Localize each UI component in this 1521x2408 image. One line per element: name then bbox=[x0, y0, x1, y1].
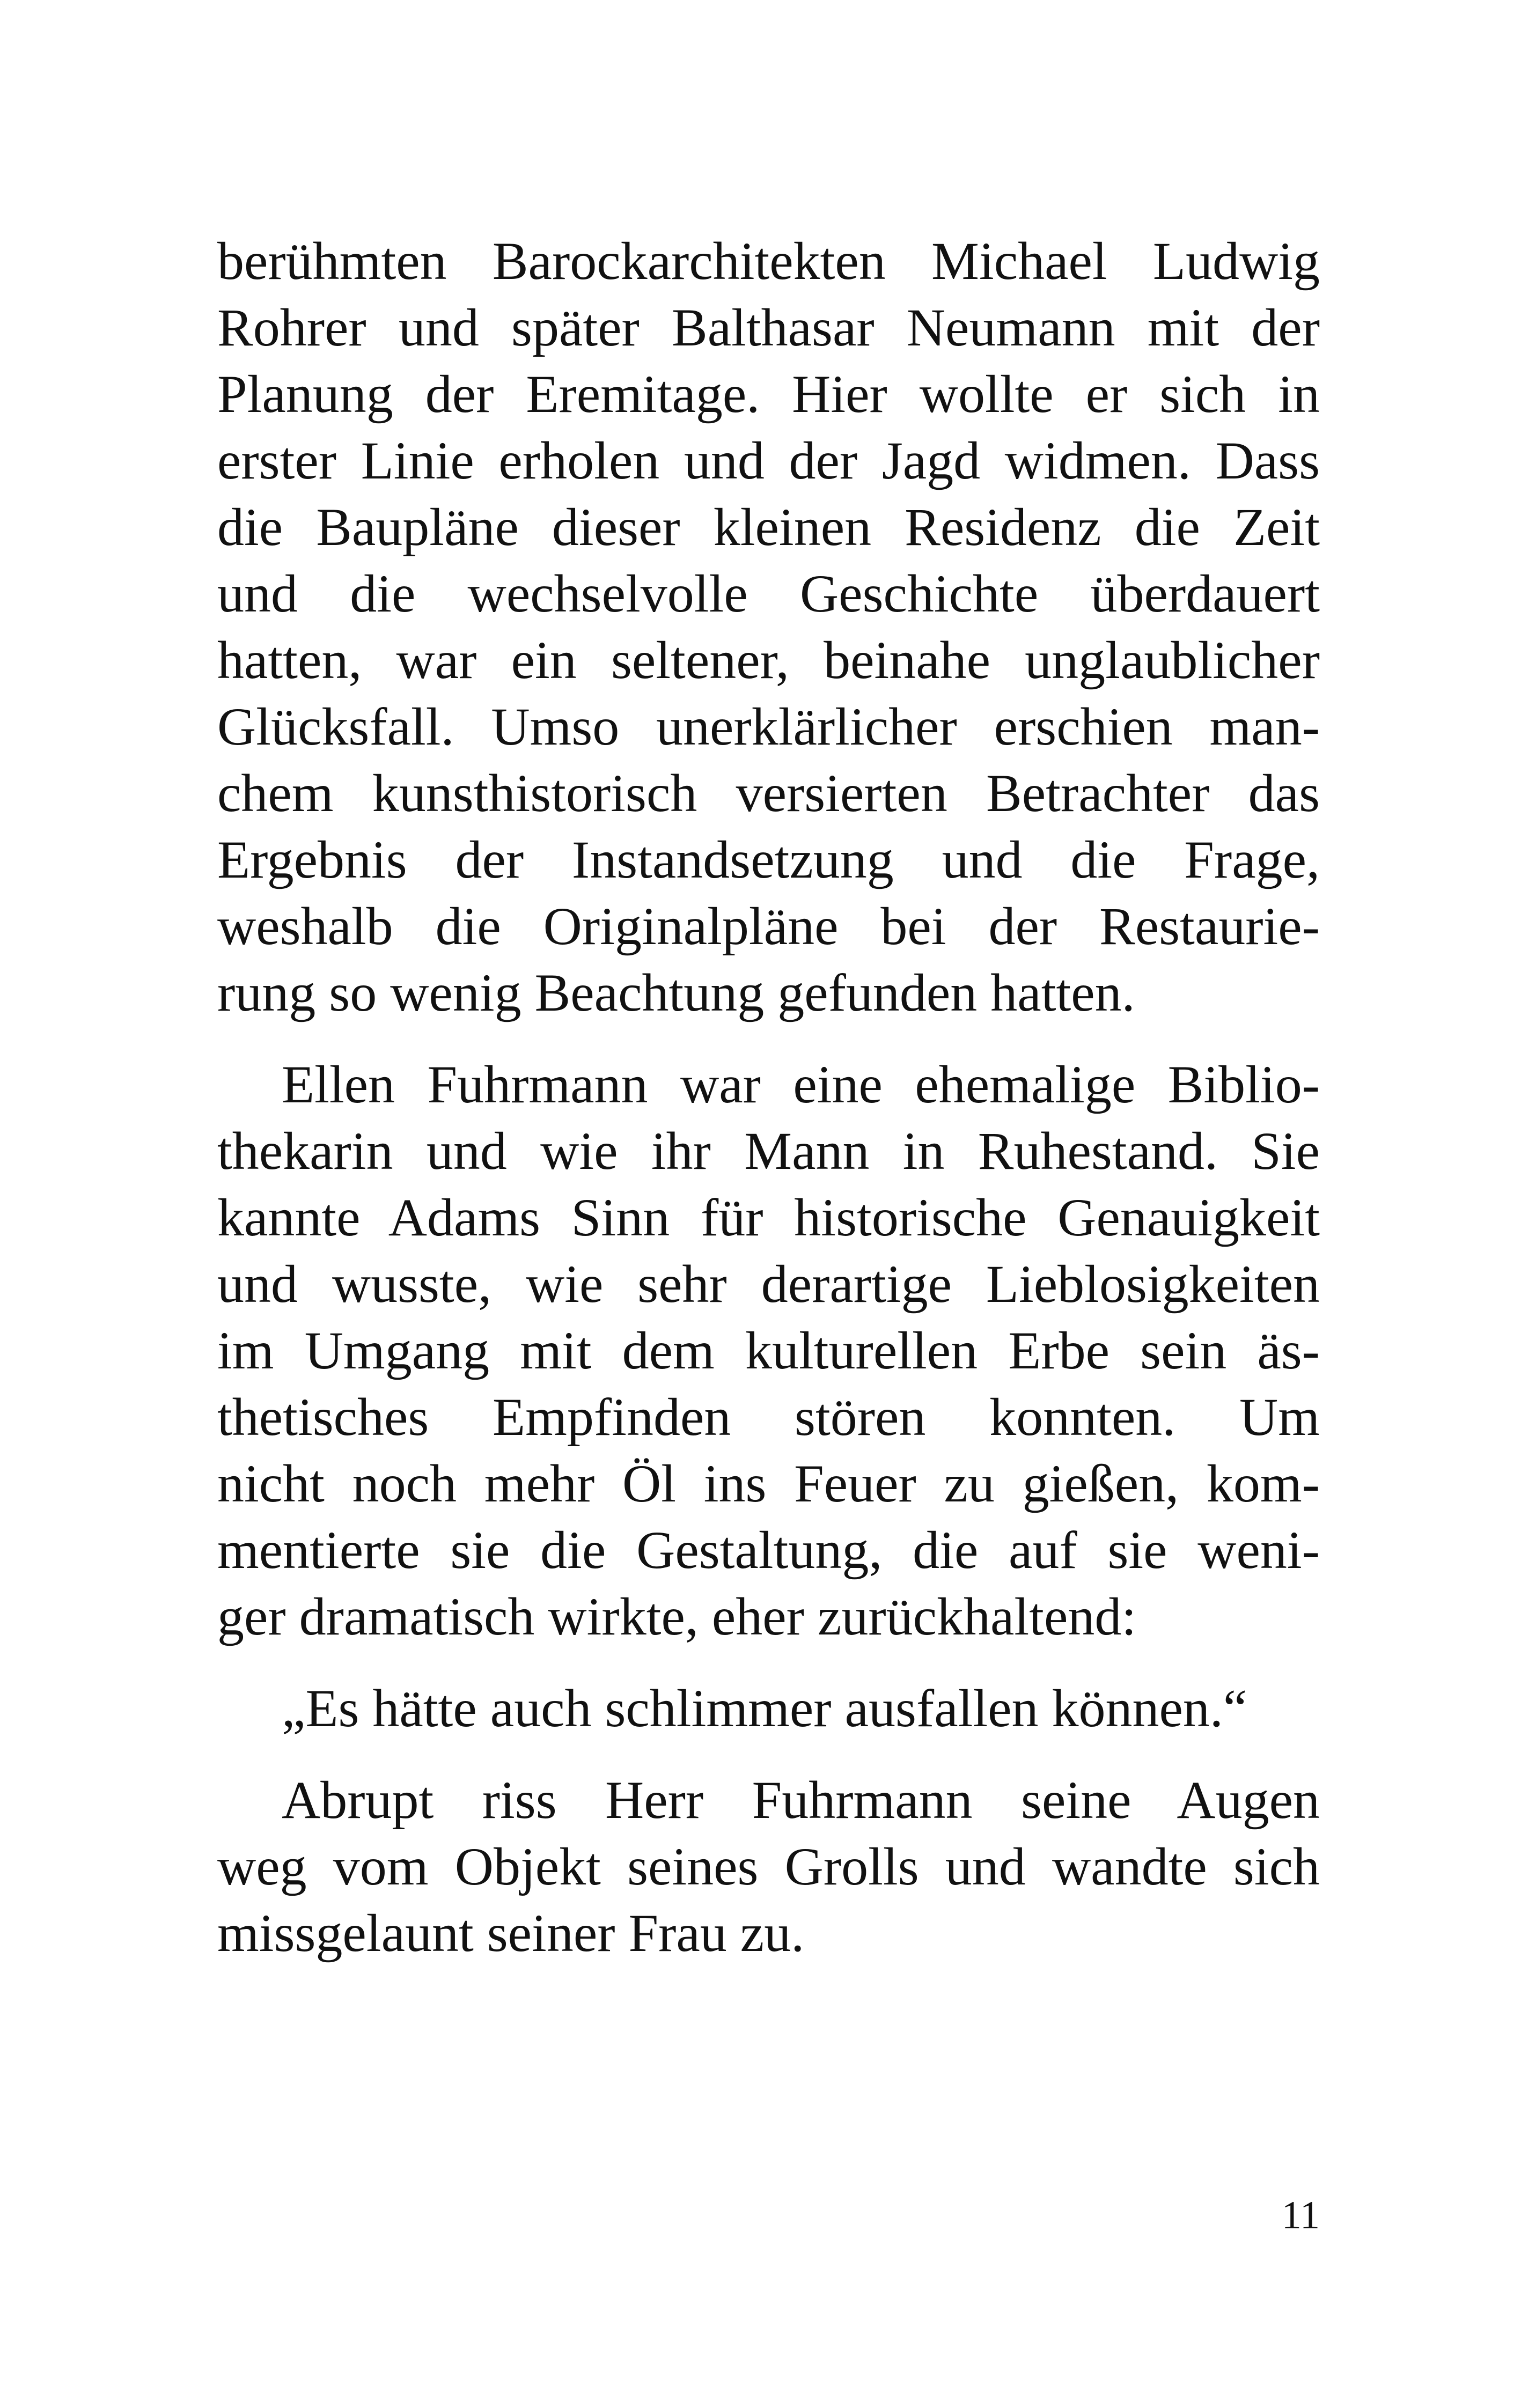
text-line: Abrupt riss Herr Fuhrmann seine Augen bbox=[282, 1770, 1320, 1830]
text-line: thetisches Empfinden stören konnten. Um bbox=[217, 1387, 1320, 1447]
paragraph-gap bbox=[217, 1742, 1320, 1767]
text-line: missgelaunt seiner Frau zu. bbox=[217, 1903, 805, 1963]
text-line: nicht noch mehr Öl ins Feuer zu gießen, kom- bbox=[217, 1454, 1320, 1513]
text-line: und wusste, wie sehr derartige Lieblosigkeiten bbox=[217, 1254, 1320, 1314]
text-line: ger dramatisch wirkte, eher zurückhaltend: bbox=[217, 1587, 1137, 1646]
text-line: thekarin und wie ihr Mann in Ruhestand. Sie bbox=[217, 1121, 1320, 1181]
text-line: Rohrer und später Balthasar Neumann mit der bbox=[217, 298, 1320, 357]
text-line: hatten, war ein seltener, beinahe unglaublicher bbox=[217, 630, 1320, 690]
text-line: Ellen Fuhrmann war eine ehemalige Biblio- bbox=[282, 1055, 1320, 1114]
text-line: chem kunsthistorisch versierten Betrachter das bbox=[217, 763, 1320, 823]
text-line: rung so wenig Beachtung gefunden hatten. bbox=[217, 963, 1135, 1022]
text-line: Glücksfall. Umso unerklärlicher erschien man- bbox=[217, 697, 1320, 756]
text-line: „Es hätte auch schlimmer ausfallen können.“ bbox=[282, 1678, 1247, 1738]
paragraph bbox=[217, 1675, 1320, 1742]
text-line: im Umgang mit dem kulturellen Erbe sein äs- bbox=[217, 1321, 1320, 1380]
text-line: weg vom Objekt seines Grolls und wandte sich bbox=[217, 1837, 1320, 1896]
text-line: Planung der Eremitage. Hier wollte er sich in bbox=[217, 364, 1320, 424]
paragraph bbox=[217, 1767, 1320, 1967]
text-line: die Baupläne dieser kleinen Residenz die Zeit bbox=[217, 497, 1320, 557]
text-line: Ergebnis der Instandsetzung und die Frage, bbox=[217, 830, 1320, 889]
paragraph-gap bbox=[217, 1026, 1320, 1051]
text-line: erster Linie erholen und der Jagd widmen. Dass bbox=[217, 431, 1320, 490]
text-line: kannte Adams Sinn für historische Genauigkeit bbox=[217, 1188, 1320, 1247]
paragraph bbox=[217, 228, 1320, 1026]
paragraph bbox=[217, 1051, 1320, 1650]
text-line: mentierte sie die Gestaltung, die auf sie weni- bbox=[217, 1520, 1320, 1580]
body-text bbox=[217, 228, 1320, 1967]
page-number: 11 bbox=[1281, 2193, 1320, 2237]
text-line: und die wechselvolle Geschichte überdauert bbox=[217, 564, 1320, 623]
text-line: weshalb die Originalpläne bei der Restaurie- bbox=[217, 896, 1320, 956]
paragraph-gap bbox=[217, 1650, 1320, 1675]
text-line: berühmten Barockarchitekten Michael Ludwig bbox=[217, 231, 1320, 291]
